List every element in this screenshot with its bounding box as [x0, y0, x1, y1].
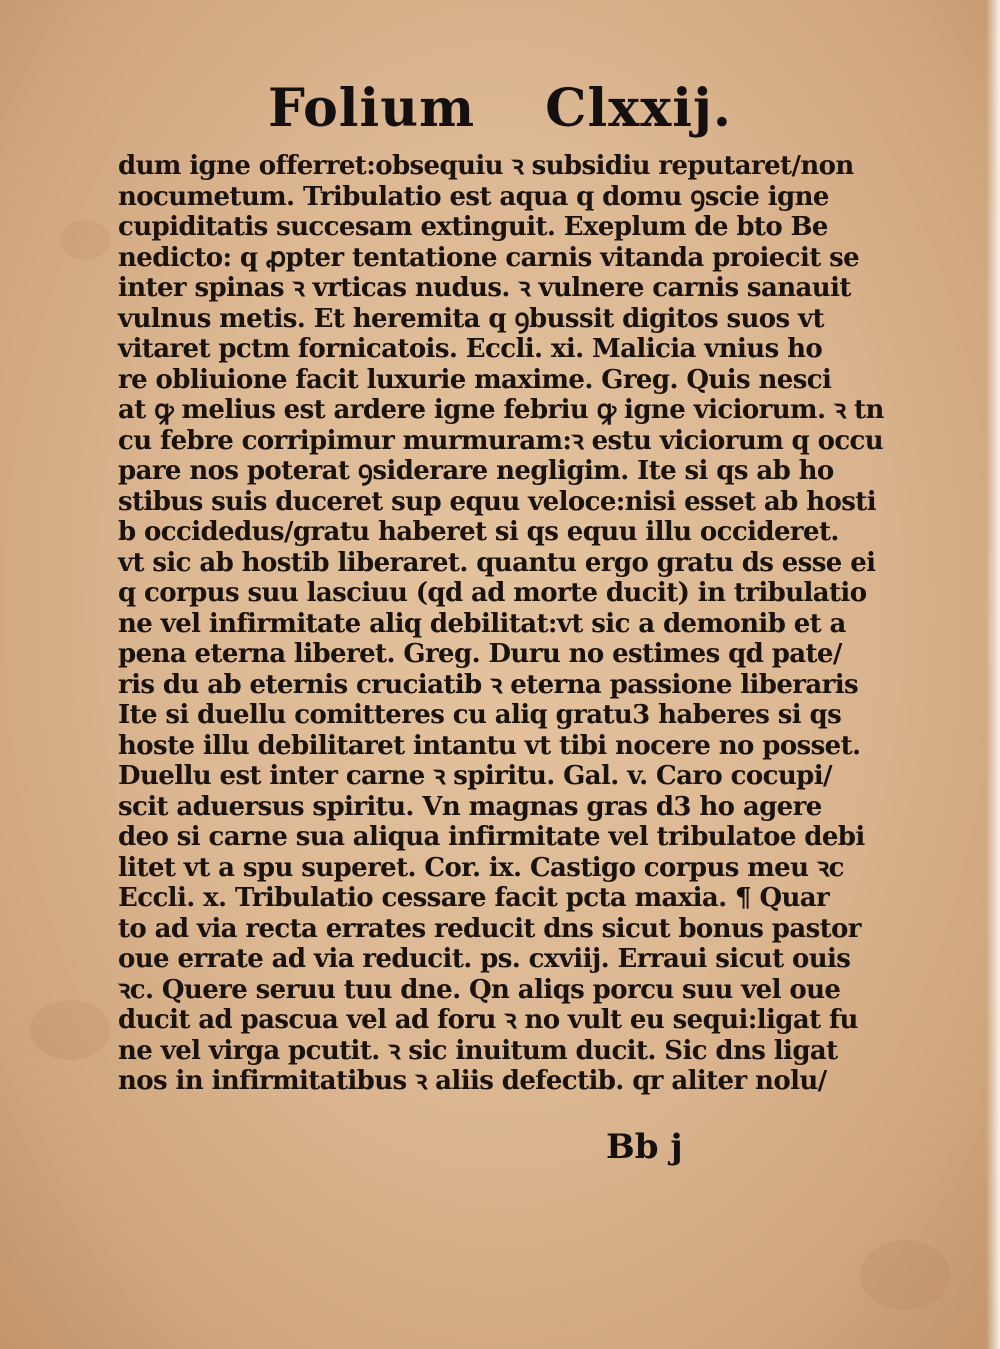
- text-line: to ad via recta errates reducit dns sicut bonus pastor: [118, 913, 861, 944]
- text-line: vulnus metis. Et heremita q ꝯbussit digitos suos vt: [118, 303, 824, 334]
- text-line: nos in infirmitatibus ꝛ aliis defectib. qr aliter nolu/: [118, 1066, 827, 1096]
- text-line: b occidedus/gratu haberet si qs equu illu occideret.: [118, 517, 839, 547]
- text-line: Ite si duellu comitteres cu aliq gratu3 haberes si qs: [118, 700, 842, 730]
- text-line: cupiditatis succesam extinguit. Exeplum de bto Be: [118, 212, 828, 242]
- text-line: ne vel infirmitate aliq debilitat:vt sic a demonib et a: [118, 608, 846, 639]
- text-line: stibus suis duceret sup equu veloce:nisi esset ab hosti: [118, 486, 876, 517]
- text-line: litet vt a spu superet. Cor. ix. Castigo corpus meu ꝛc: [118, 852, 844, 883]
- text-line: cu febre corripimur murmuram:ꝛ estu viciorum q occu: [118, 425, 884, 456]
- folio-header: [0, 78, 1000, 139]
- page-edge: [986, 0, 1000, 1349]
- text-line: nedicto: q ꝓpter tentatione carnis vitanda proiecit se: [118, 242, 860, 273]
- text-line: pare nos poterat ꝯsiderare negligim. Ite si qs ab ho: [118, 456, 834, 486]
- text-line: oue errate ad via reducit. ps. cxviij. Erraui sicut ouis: [118, 944, 851, 974]
- paper-stain: [860, 1240, 950, 1310]
- text-line: at ꝙ melius est ardere igne febriu ꝙ igne viciorum. ꝛ tn: [118, 395, 884, 425]
- signature-mark: Bb j: [606, 1127, 683, 1167]
- paper-stain: [60, 220, 110, 260]
- text-line: re obliuione facit luxurie maxime. Greg. Quis nesci: [118, 364, 832, 395]
- text-line: deo si carne sua aliqua infirmitate vel tribulatoe debi: [118, 822, 865, 852]
- folio-word: Folium: [268, 78, 476, 139]
- text-line: vitaret pctm fornicatois. Eccli. xi. Malicia vnius ho: [118, 334, 823, 364]
- body-text: [118, 151, 884, 1097]
- text-line: nocumetum. Tribulatio est aqua q domu ꝯscie igne: [118, 181, 829, 212]
- paper-stain: [30, 1000, 110, 1060]
- text-line: dum igne offerret:obsequiu ꝛ subsidiu reputaret/non: [118, 151, 854, 181]
- folio-number: Clxxij.: [545, 78, 732, 139]
- text-line: Eccli. x. Tribulatio cessare facit pcta maxia. ¶ Quar: [118, 883, 830, 913]
- text-line: Duellu est inter carne ꝛ spiritu. Gal. v. Caro cocupi/: [118, 761, 832, 791]
- text-line: scit aduersus spiritu. Vn magnas gras d3 ho agere: [118, 791, 822, 822]
- text-line: ris du ab eternis cruciatib ꝛ eterna passione liberaris: [118, 669, 859, 700]
- text-line: q corpus suu lasciuu (qd ad morte ducit) in tribulatio: [118, 578, 867, 608]
- text-line: hoste illu debilitaret intantu vt tibi nocere no posset.: [118, 730, 861, 761]
- text-line: pena eterna liberet. Greg. Duru no estimes qd pate/: [118, 639, 842, 669]
- text-line: vt sic ab hostib liberaret. quantu ergo gratu ds esse ei: [118, 547, 876, 578]
- text-line: inter spinas ꝛ vrticas nudus. ꝛ vulnere carnis sanauit: [118, 273, 851, 303]
- text-line: ne vel virga pcutit. ꝛ sic inuitum ducit. Sic dns ligat: [118, 1035, 838, 1066]
- text-line: ducit ad pascua vel ad foru ꝛ no vult eu sequi:ligat fu: [118, 1005, 858, 1035]
- text-line: ꝛc. Quere seruu tuu dne. Qn aliqs porcu suu vel oue: [118, 974, 841, 1005]
